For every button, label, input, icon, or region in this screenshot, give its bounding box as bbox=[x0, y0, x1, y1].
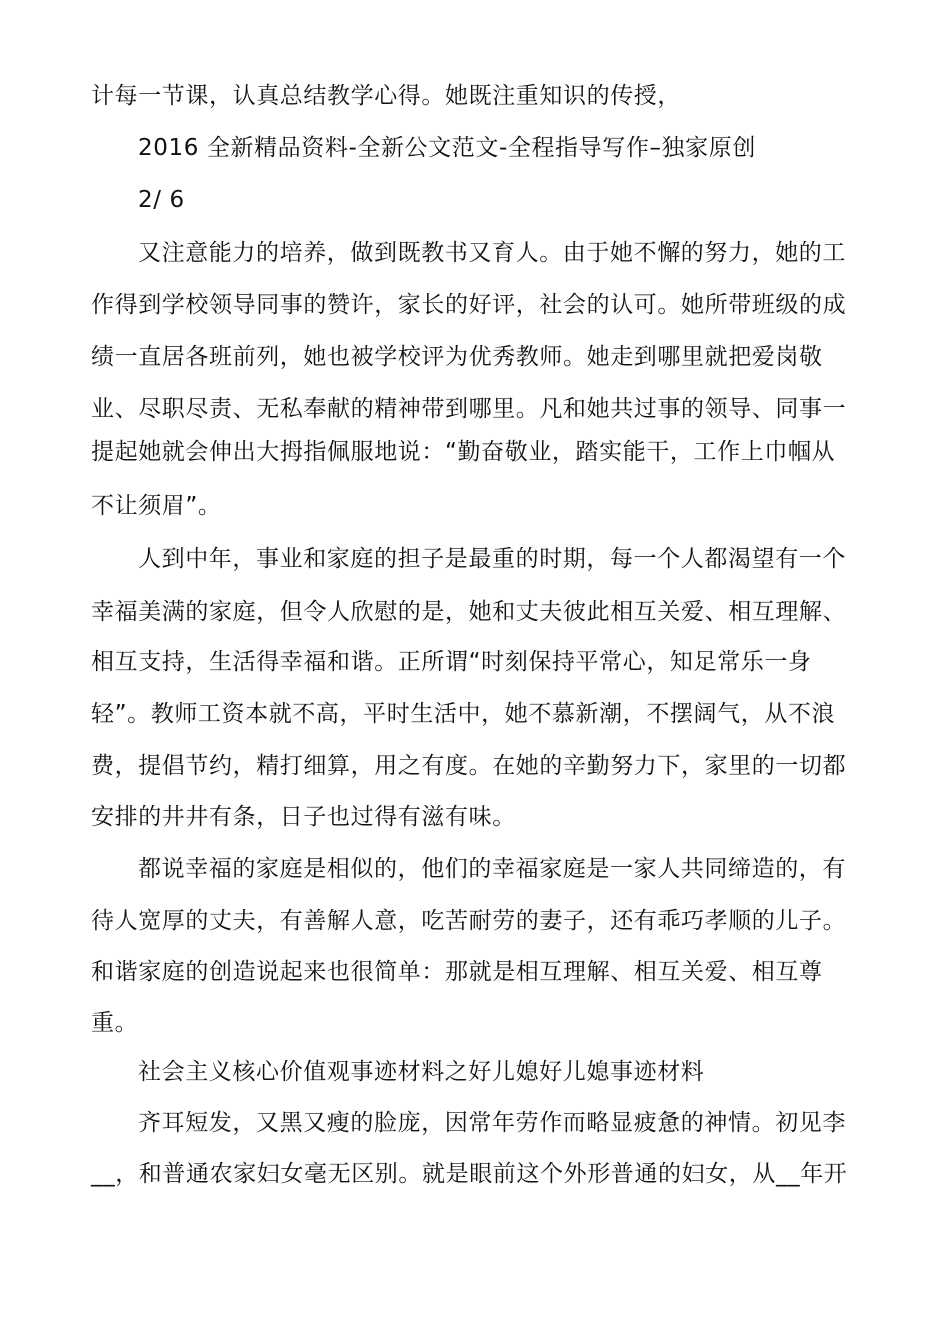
paragraph-line: 绩一直居各班前列，她也被学校评为优秀教师。她走到哪里就把爱岗敬 bbox=[91, 344, 823, 370]
paragraph-line: 待人宽厚的丈夫，有善解人意，吃苦耐劳的妻子，还有乖巧孝顺的儿子。 bbox=[91, 908, 847, 934]
page-number: 2/ 6 bbox=[138, 187, 185, 213]
paragraph-line: 安排的井井有条，日子也过得有滋有味。 bbox=[91, 804, 516, 830]
paragraph-line: 齐耳短发，又黑又瘦的脸庞，因常年劳作而略显疲惫的神情。初见李 bbox=[138, 1110, 846, 1136]
paragraph-line: 又注意能力的培养，做到既教书又育人。由于她不懈的努力，她的工 bbox=[138, 240, 846, 266]
paragraph-line: __，和普通农家妇女毫无区别。就是眼前这个外形普通的妇女，从__年开 bbox=[91, 1161, 848, 1187]
paragraph-line: 都说幸福的家庭是相似的，他们的幸福家庭是一家人共同缔造的，有 bbox=[138, 856, 846, 882]
paragraph-line: 幸福美满的家庭，但令人欣慰的是，她和丈夫彼此相互关爱、相互理解、 bbox=[91, 599, 847, 625]
body-text-line: 计每一节课，认真总结教学心得。她既注重知识的传授， bbox=[91, 83, 681, 109]
paragraph-line: 不让须眉”。 bbox=[91, 493, 222, 519]
paragraph-line: 提起她就会伸出大拇指佩服地说：“勤奋敬业，踏实能干，工作上巾帼从 bbox=[91, 439, 836, 465]
paragraph-line: 作得到学校领导同事的赞许，家长的好评，社会的认可。她所带班级的成 bbox=[91, 292, 847, 318]
section-title: 社会主义核心价值观事迹材料之好儿媳好儿媳事迹材料 bbox=[138, 1059, 705, 1085]
paragraph-line: 相互支持，生活得幸福和谐。正所谓“时刻保持平常心，知足常乐一身 bbox=[91, 649, 812, 675]
paragraph-line: 和谐家庭的创造说起来也很简单：那就是相互理解、相互关爱、相互尊 bbox=[91, 959, 823, 985]
paragraph-line: 费，提倡节约，精打细算，用之有度。在她的辛勤努力下，家里的一切都 bbox=[91, 753, 847, 779]
paragraph-line: 重。 bbox=[91, 1010, 139, 1036]
paragraph-line: 轻”。教师工资本就不高，平时生活中，她不慕新潮，不摆阔气，从不浪 bbox=[91, 701, 836, 727]
paragraph-line: 人到中年，事业和家庭的担子是最重的时期，每一个人都渴望有一个 bbox=[138, 546, 846, 572]
paragraph-line: 业、尽职尽责、无私奉献的精神带到哪里。凡和她共过事的领导、同事一 bbox=[91, 396, 847, 422]
document-header-line: 2016 全新精品资料-全新公文范文-全程指导写作–独家原创 bbox=[138, 135, 756, 161]
